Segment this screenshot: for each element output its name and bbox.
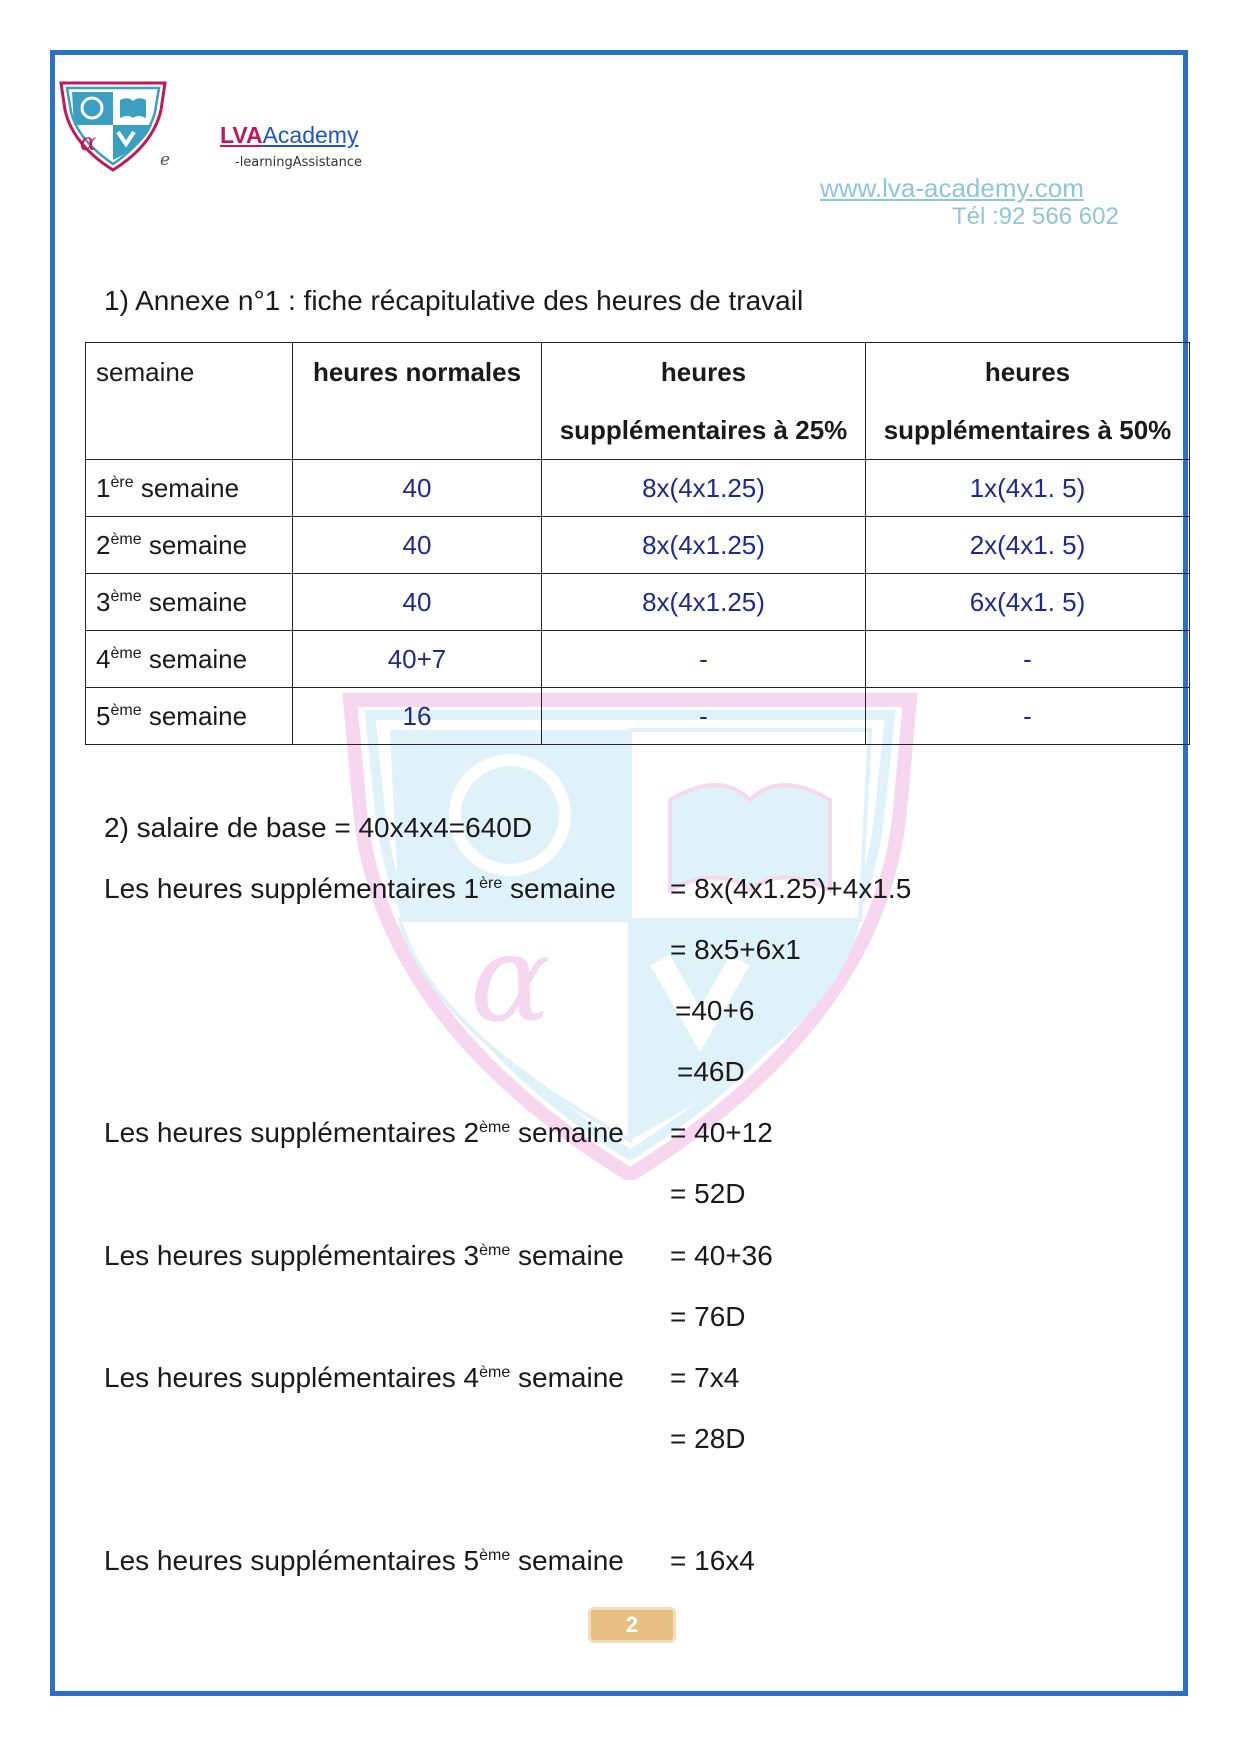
- table-header-row: [86, 343, 1190, 460]
- overtime-week-2-expr: = 40+12: [670, 1117, 773, 1148]
- lva-academy-logo-icon: [58, 80, 171, 172]
- brand-lva: LVA: [220, 122, 263, 148]
- normal-hours-cell: 40: [293, 460, 542, 517]
- overtime-week-3-result: = 76D: [670, 1301, 746, 1332]
- normal-hours-cell: 40+7: [293, 631, 542, 688]
- overtime-week-5-label: Les heures supplémentaires 5ème semaine: [104, 1545, 624, 1576]
- week-cell: 5ème semaine: [86, 688, 293, 745]
- week-cell: 1ère semaine: [86, 460, 293, 517]
- overtime-50-cell: 6x(4x1. 5): [866, 574, 1190, 631]
- overtime-week-3-label: Les heures supplémentaires 3ème semaine: [104, 1240, 624, 1271]
- section-1-title: 1) Annexe n°1 : fiche récapitulative des heures de travail: [104, 285, 804, 316]
- brand-tagline: -learningAssistance: [235, 155, 362, 170]
- overtime-week-4-result: = 28D: [670, 1423, 746, 1454]
- overtime-25-cell: 8x(4x1.25): [542, 517, 866, 574]
- overtime-week-1-step-1: = 8x5+6x1: [670, 934, 801, 965]
- normal-hours-cell: 40: [293, 574, 542, 631]
- header-overtime-25: heures supplémentaires à 25%: [542, 343, 866, 460]
- phone-number: Tél :92 566 602: [952, 203, 1119, 230]
- week-cell: 3ème semaine: [86, 574, 293, 631]
- overtime-25-cell: 8x(4x1.25): [542, 574, 866, 631]
- week-cell: 2ème semaine: [86, 517, 293, 574]
- overtime-50-cell: -: [866, 688, 1190, 745]
- overtime-week-1-step-2: =40+6: [675, 995, 755, 1026]
- overtime-50-cell: -: [866, 631, 1190, 688]
- watermark-shield-icon: [340, 690, 920, 1180]
- overtime-week-4-label: Les heures supplémentaires 4ème semaine: [104, 1362, 624, 1393]
- normal-hours-cell: 40: [293, 517, 542, 574]
- week-cell: 4ème semaine: [86, 631, 293, 688]
- brand-academy: Academy: [262, 122, 359, 148]
- overtime-week-1-expr: = 8x(4x1.25)+4x1.5: [670, 873, 912, 904]
- overtime-25-cell: -: [542, 688, 866, 745]
- overtime-50-cell: 1x(4x1. 5): [866, 460, 1190, 517]
- overtime-week-3-expr: = 40+36: [670, 1240, 773, 1271]
- table-row: [86, 631, 1190, 688]
- overtime-25-cell: 8x(4x1.25): [542, 460, 866, 517]
- recap-table: [85, 342, 1190, 745]
- logo-letter: e: [160, 150, 171, 170]
- overtime-25-cell: -: [542, 631, 866, 688]
- header-overtime-50: heures supplémentaires à 50%: [866, 343, 1190, 460]
- overtime-week-2-result: = 52D: [670, 1178, 746, 1209]
- normal-hours-cell: 16: [293, 688, 542, 745]
- overtime-week-2-label: Les heures supplémentaires 2ème semaine: [104, 1117, 624, 1148]
- header-week: semaine: [86, 343, 293, 460]
- table-row: [86, 460, 1190, 517]
- overtime-week-1-label: Les heures supplémentaires 1ère semaine: [104, 873, 616, 904]
- table-row: [86, 688, 1190, 745]
- overtime-week-5-expr: = 16x4: [670, 1545, 755, 1576]
- brand-name: [220, 122, 358, 149]
- overtime-50-cell: 2x(4x1. 5): [866, 517, 1190, 574]
- table-row: [86, 574, 1190, 631]
- table-row: [86, 517, 1190, 574]
- page-number: 2: [588, 1607, 676, 1643]
- header-normal-hours: heures normales: [293, 343, 542, 460]
- svg-text:α: α: [470, 910, 552, 1049]
- overtime-week-4-expr: = 7x4: [670, 1362, 740, 1393]
- website-link[interactable]: www.lva-academy.com: [820, 173, 1084, 203]
- overtime-week-1-step-3: =46D: [677, 1056, 745, 1087]
- base-salary: 2) salaire de base = 40x4x4=640D: [104, 812, 533, 843]
- svg-text:α: α: [80, 128, 97, 156]
